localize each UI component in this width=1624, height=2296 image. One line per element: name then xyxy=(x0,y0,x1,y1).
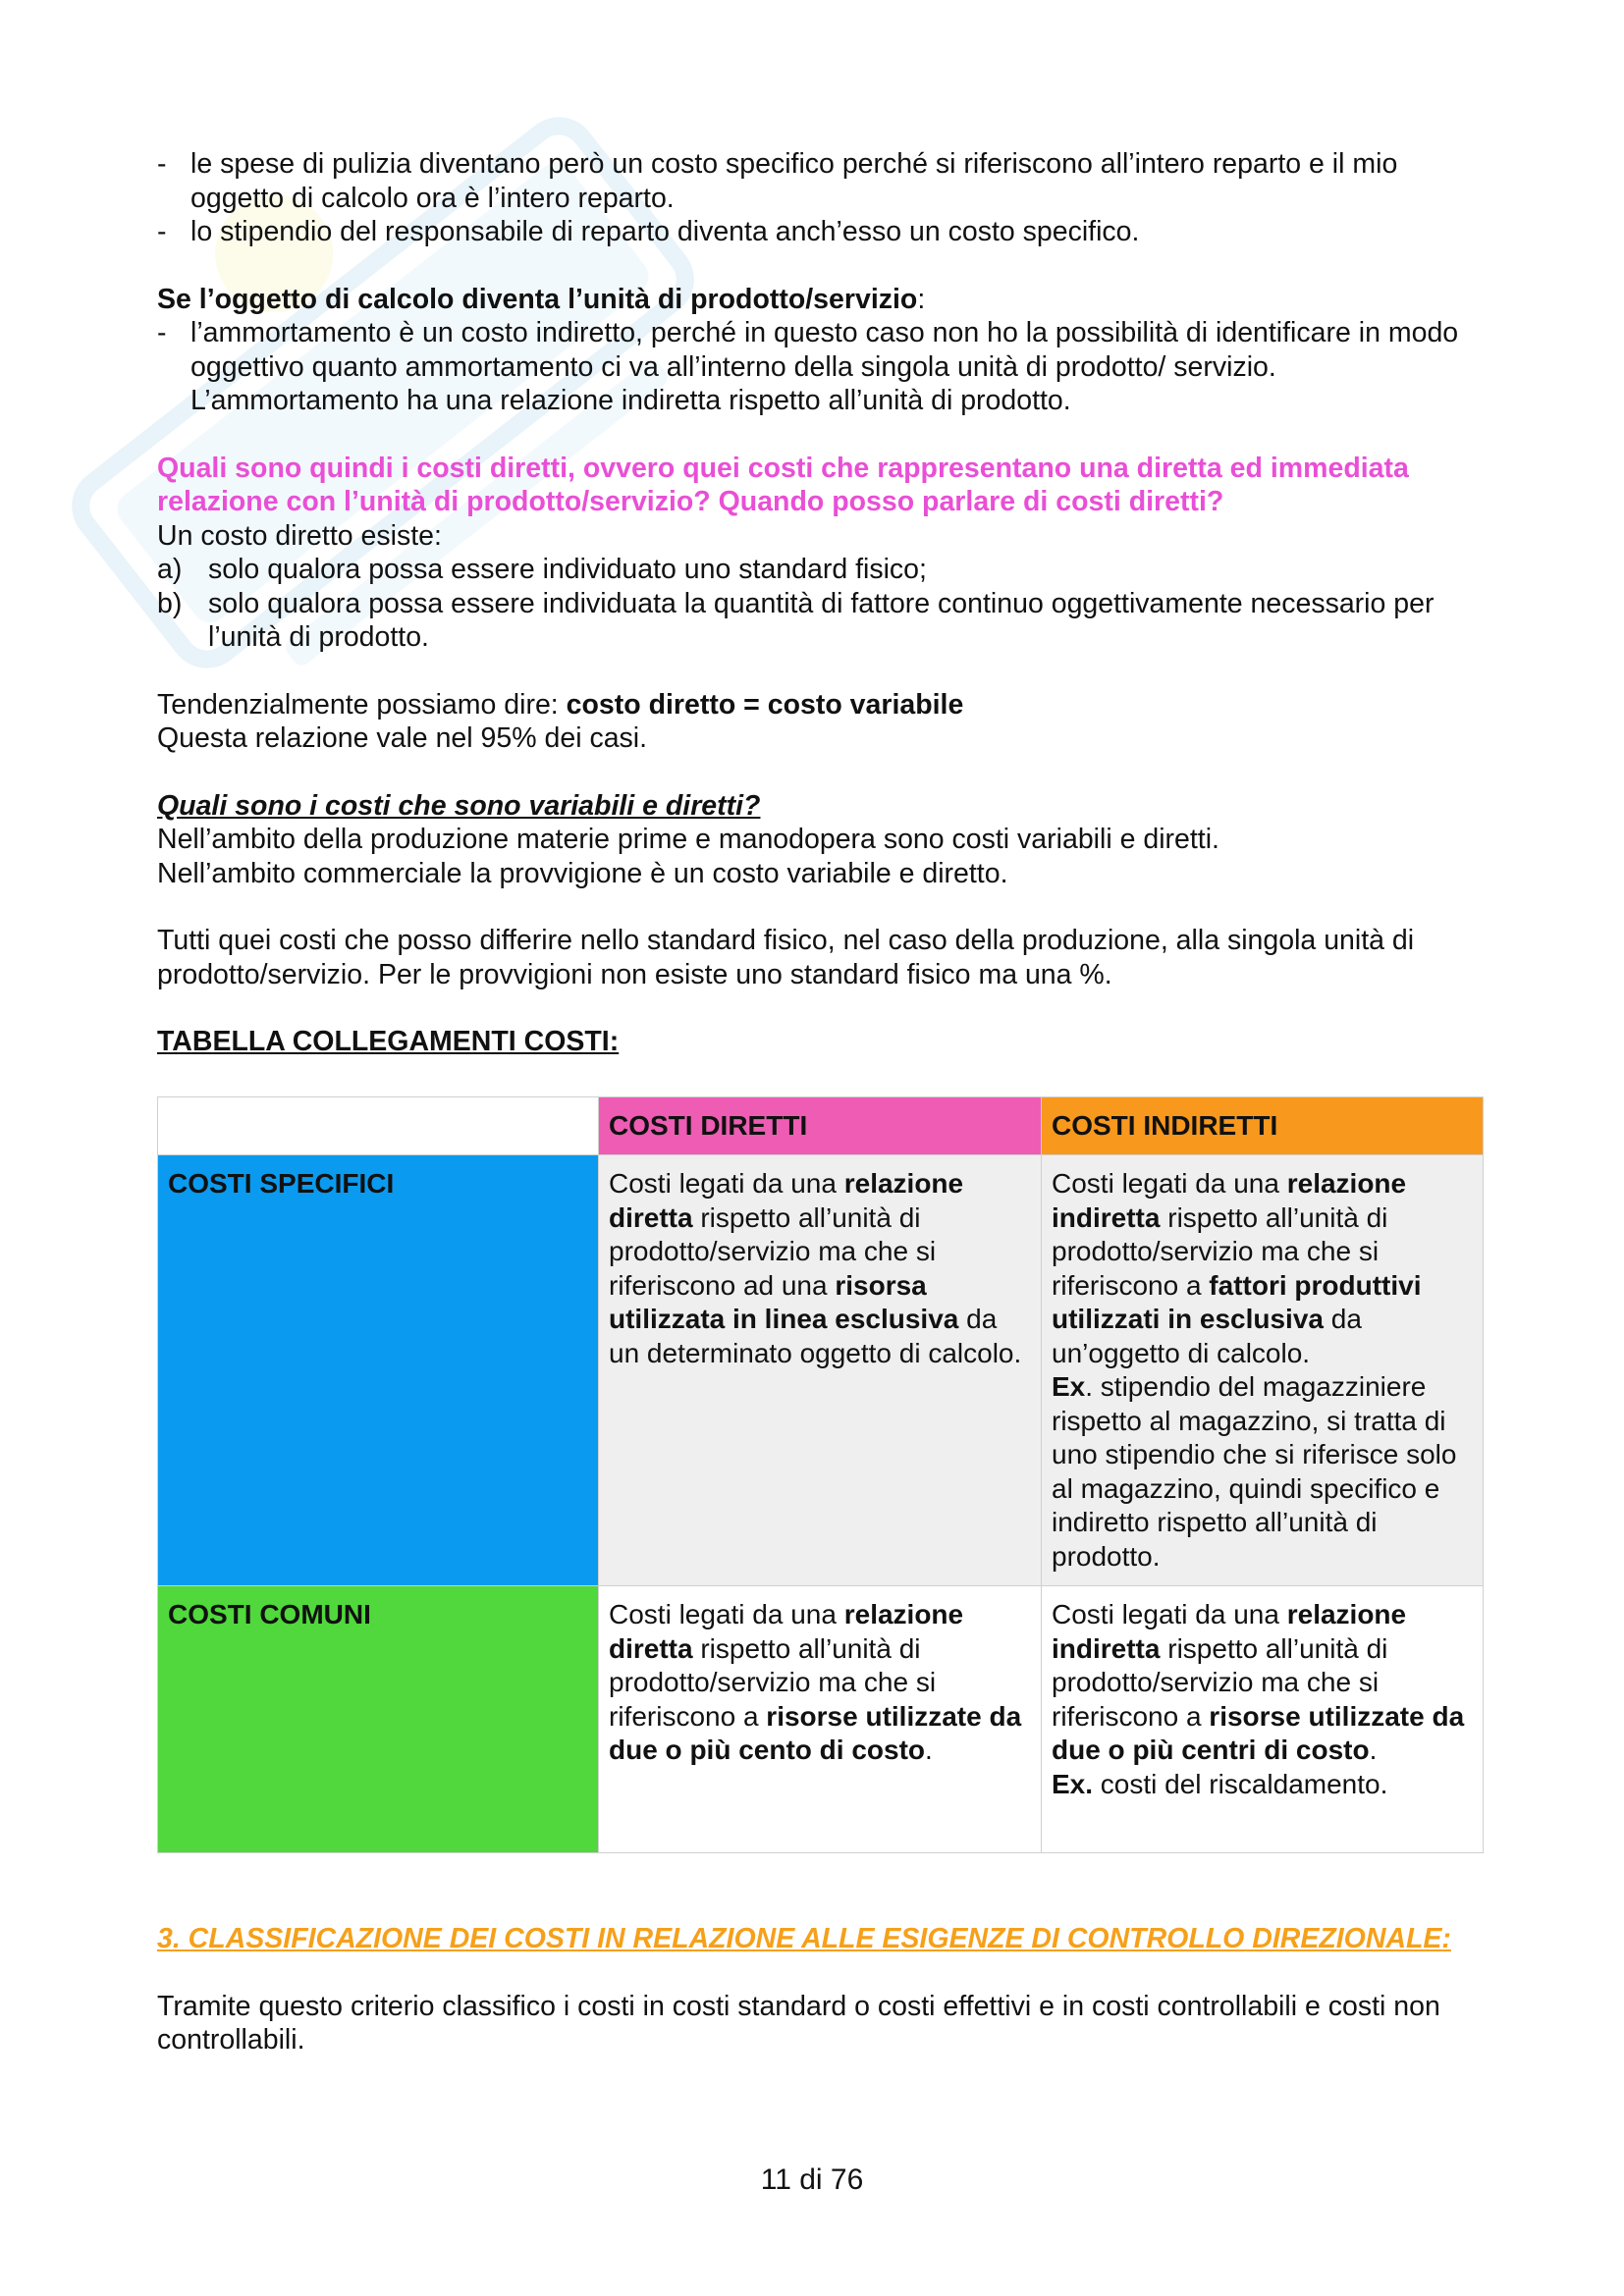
direct-cost-conditions xyxy=(157,553,1483,655)
condition-item xyxy=(157,553,1483,587)
cell-bold: relazione indiretta xyxy=(1052,1168,1407,1233)
unit-bullet-cont: L’ammortamento ha una relazione indiretta rispetto all’unità di prodotto. xyxy=(190,385,1071,416)
unit-heading: Se l’oggetto di calcolo diventa l’unità di prodotto/servizio xyxy=(157,283,918,315)
direct-cost-intro: Un costo diretto esiste: xyxy=(157,519,442,552)
variable-direct-commercial: Nell’ambito commerciale la provvigione è un costo variabile e diretto. xyxy=(157,857,1008,889)
intro-bullet: - lo stipendio del responsabile di reparto diventa anch’esso un costo specifico. xyxy=(157,215,1483,249)
section-3-heading: 3. CLASSIFICAZIONE DEI COSTI IN RELAZIONE ALLE ESIGENZE DI CONTROLLO DIREZIONALE: xyxy=(157,1923,1451,1954)
condition-text: solo qualora possa essere individuata la quantità di fattore continuo oggettivamente necessario per l’unità di prodotto. xyxy=(208,587,1435,653)
tendency-line xyxy=(157,688,1483,722)
intro-bullet: - le spese di pulizia diventano però un costo specifico perché si riferiscono all’intero reparto e il mio oggetto di calcolo ora è l’intero reparto. xyxy=(157,147,1483,215)
cell-text: da un’oggetto di calcolo. xyxy=(1052,1304,1362,1368)
cell-bold: relazione indiretta xyxy=(1052,1599,1407,1664)
unit-heading-suffix: : xyxy=(917,283,926,315)
condition-marker: a) xyxy=(157,554,183,585)
cell-text: Costi legati da una xyxy=(609,1168,844,1199)
example-text: . stipendio del magazziniere rispetto al magazzino, si tratta di uno stipendio che si riferisce solo al magazzino, quindi specifico e indiretto rispetto all’unità di prodotto. xyxy=(1052,1371,1457,1572)
cell-bold: fattori produttivi utilizzati in esclusiva xyxy=(1052,1269,1422,1334)
all-costs-paragraph: Tutti quei costi che posso differire nello standard fisico, nel caso della produzione, alla singola unità di prodotto/servizio. Per le provvigioni non esiste uno standard fisico ma una %. xyxy=(157,925,1415,990)
cell-text: rispetto all’unità di prodotto/servizio ma che si riferiscono a xyxy=(609,1632,937,1732)
cell-bold: relazione diretta xyxy=(609,1168,964,1233)
cell-bold: relazione diretta xyxy=(609,1599,964,1664)
intro-bullet-list xyxy=(157,147,1483,249)
cell-text: rispetto all’unità di prodotto/servizio ma che si riferiscono ad una xyxy=(609,1201,937,1301)
header-indirect-costs: COSTI INDIRETTI xyxy=(1042,1096,1484,1155)
condition-item xyxy=(157,587,1483,655)
variable-direct-question: Quali sono i costi che sono variabili e diretti? xyxy=(157,789,761,822)
cell-text: Costi legati da una xyxy=(609,1599,844,1629)
row-label-specific-costs: COSTI SPECIFICI xyxy=(158,1155,599,1586)
header-direct-costs: COSTI DIRETTI xyxy=(599,1096,1042,1155)
cell-bold: risorse utilizzate da due o più centri di costo xyxy=(1052,1700,1465,1765)
cell-text: rispetto all’unità di prodotto/servizio ma che si riferiscono a xyxy=(1052,1201,1388,1301)
cell-common-direct xyxy=(599,1586,1042,1853)
cell-bold: risorsa utilizzata in linea esclusiva xyxy=(609,1269,959,1334)
table-corner-cell xyxy=(158,1096,599,1155)
table-row-specific xyxy=(158,1155,1484,1586)
example-label: Ex xyxy=(1052,1371,1086,1402)
row-label-common-costs: COSTI COMUNI xyxy=(158,1586,599,1853)
example-text: costi del riscaldamento. xyxy=(1093,1768,1388,1799)
cost-links-table xyxy=(157,1096,1484,1854)
cell-text: da un determinato oggetto di calcolo. xyxy=(609,1304,1022,1368)
unit-bullet-text: l’ammortamento è un costo indiretto, perché in questo caso non ho la possibilità di identificare in modo oggettivo quanto ammortamento ci va all’interno della singola unità di prodotto/ servizio. xyxy=(190,317,1459,383)
cell-text: rispetto all’unità di prodotto/servizio ma che si riferiscono a xyxy=(1052,1632,1388,1732)
variable-direct-production: Nell’ambito della produzione materie prime e manodopera sono costi variabili e diretti. xyxy=(157,824,1219,855)
cell-text: . xyxy=(925,1735,933,1765)
tendency-note: Questa relazione vale nel 95% dei casi. xyxy=(157,722,648,754)
cell-text: . xyxy=(1369,1735,1378,1765)
example-label: Ex. xyxy=(1052,1768,1094,1799)
table-title: TABELLA COLLEGAMENTI COSTI: xyxy=(157,1026,620,1057)
unit-heading-line xyxy=(157,283,1483,317)
condition-marker: b) xyxy=(157,587,183,619)
cell-text: Costi legati da una xyxy=(1052,1599,1287,1629)
condition-text: solo qualora possa essere individuato uno standard fisico; xyxy=(208,554,927,585)
direct-cost-question: Quali sono quindi i costi diretti, ovvero quei costi che rappresentano una diretta ed immediata relazione con l’unità di prodotto/servizio? Quando posso parlare di costi diretti? xyxy=(157,452,1409,517)
cell-specific-indirect xyxy=(1042,1155,1484,1586)
table-row-common xyxy=(158,1586,1484,1853)
tendency-prefix: Tendenzialmente possiamo dire: xyxy=(157,688,567,721)
cell-specific-direct xyxy=(599,1155,1042,1586)
table-header-row xyxy=(158,1096,1484,1155)
cell-common-indirect xyxy=(1042,1586,1484,1853)
unit-bullet-list xyxy=(157,316,1483,418)
page-number: 11 di 76 xyxy=(760,2163,864,2196)
cell-text: Costi legati da una xyxy=(1052,1168,1287,1199)
document-page xyxy=(157,147,1483,2057)
cell-bold: risorse utilizzate da due o più cento di costo xyxy=(609,1700,1022,1765)
tendency-equation: costo diretto = costo variabile xyxy=(566,688,964,721)
unit-bullet xyxy=(157,316,1483,418)
section-3-text: Tramite questo criterio classifico i costi in costi standard o costi effettivi e in costi controllabili e costi non controllabili. xyxy=(157,1990,1440,2056)
